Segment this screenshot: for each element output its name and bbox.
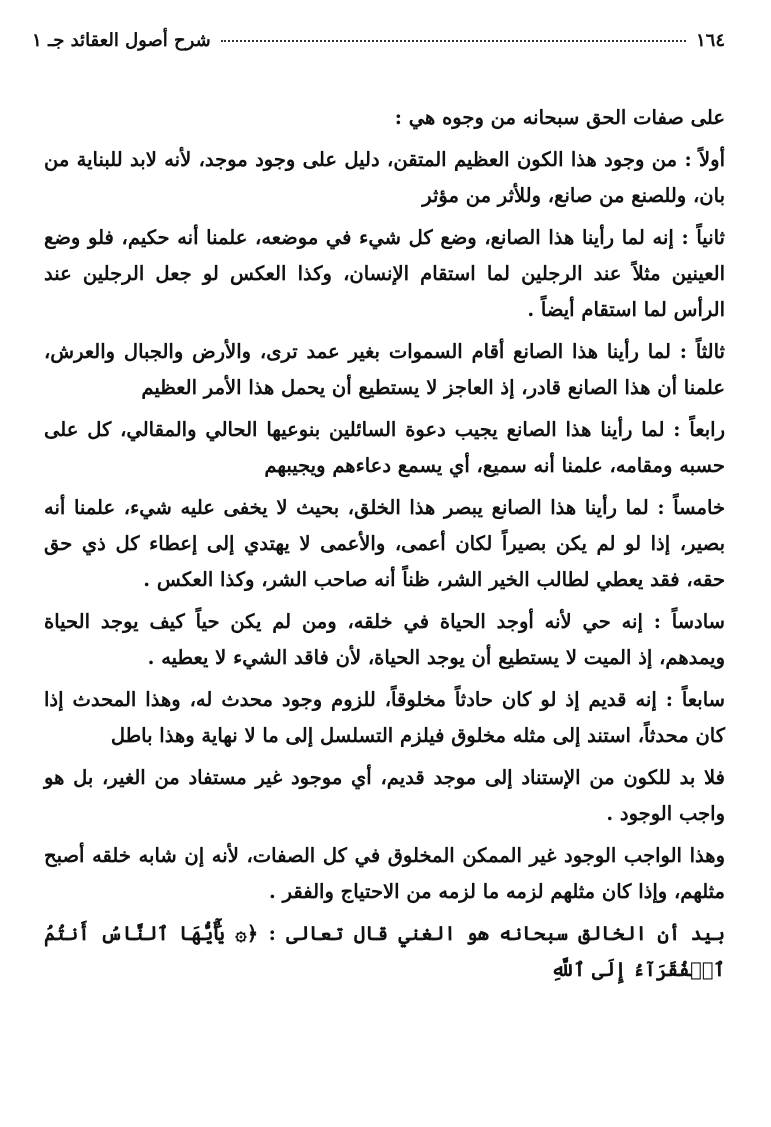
paragraph-first: أولاً : من وجود هذا الكون العظيم المتقن، دليل على وجود موجد، لأنه لابد للبناية من بان، وللصنع من صانع، وللأثر من مؤثر — [44, 148, 725, 207]
paragraph-conclusion: فلا بد للكون من الإستناد إلى موجد قديم، أي موجود غير مستفاد من الغير، بل هو واجب الوجود . — [44, 766, 725, 825]
book-title: شرح أصول العقائد جـ ١ — [32, 30, 211, 51]
paragraph-quran-citation: بيد أن الخالق سبحانه هو الغني قال تعالى : ﴿۞ يَٰٓأَيُّهَا ٱلنَّاسُ أَنتُمُ ٱلۡفُقَرَآءُ إِلَى ٱللَّهِ — [44, 922, 725, 981]
paragraph-seventh: سابعاً : إنه قديم إذ لو كان حادثاً مخلوقاً، للزوم وجود محدث له، وهذا المحدث إذا كان محدثاً، استند إلى مثله مخلوق فيلزم التسلسل إلى ما لا نهاية وهذا باطل — [44, 688, 725, 747]
dotted-leader — [221, 40, 686, 42]
paragraph-sixth: سادساً : إنه حي لأنه أوجد الحياة في خلقه، ومن لم يكن حياً كيف يوجد الحياة ويمدهم، إذ الميت لا يستطيع أن يوجد الحياة، لأن فاقد الشيء لا يعطيه . — [44, 610, 725, 669]
running-header — [32, 30, 725, 51]
page-body — [44, 100, 725, 994]
page-number: ١٦٤ — [695, 30, 725, 51]
paragraph-third: ثالثاً : لما رأينا هذا الصانع أقام السموات بغير عمد ترى، والأرض والجبال والعرش، علمنا أن هذا الصانع قادر، إذ العاجز لا يستطيع أن يحمل هذا الأمر العظيم — [44, 340, 725, 399]
paragraph-fifth: خامساً : لما رأينا هذا الصانع يبصر هذا الخلق، بحيث لا يخفى عليه شيء، علمنا أنه بصير، إذا لو لم يكن بصيراً لكان أعمى، والأعمى لا يهتدي إلى إعطاء كل ذي حق حقه، فقد يعطي لطالب الخير الشر، ظناً أنه صاحب الشر، وكذا العكس . — [44, 496, 725, 591]
paragraph-fourth: رابعاً : لما رأينا هذا الصانع يجيب دعوة السائلين بنوعيها الحالي والمقالي، كل على حسبه ومقامه، علمنا أنه سميع، أي يسمع دعاءهم ويجيبهم — [44, 418, 725, 477]
paragraph-necessary-being: وهذا الواجب الوجود غير الممكن المخلوق في كل الصفات، لأنه إن شابه خلقه أصبح مثلهم، وإذا كان مثلهم لزمه ما لزمه من الاحتياج والفقر . — [44, 844, 725, 903]
paragraph-intro: على صفات الحق سبحانه من وجوه هي : — [394, 106, 725, 129]
paragraph-second: ثانياً : إنه لما رأينا هذا الصانع، وضع كل شيء في موضعه، علمنا أنه حكيم، فلو وضع العينين مثلاً عند الرجلين لما استقام الإنسان، وكذا العكس لو جعل الرجلين عند الرأس لما استقام أيضاً . — [44, 226, 725, 321]
